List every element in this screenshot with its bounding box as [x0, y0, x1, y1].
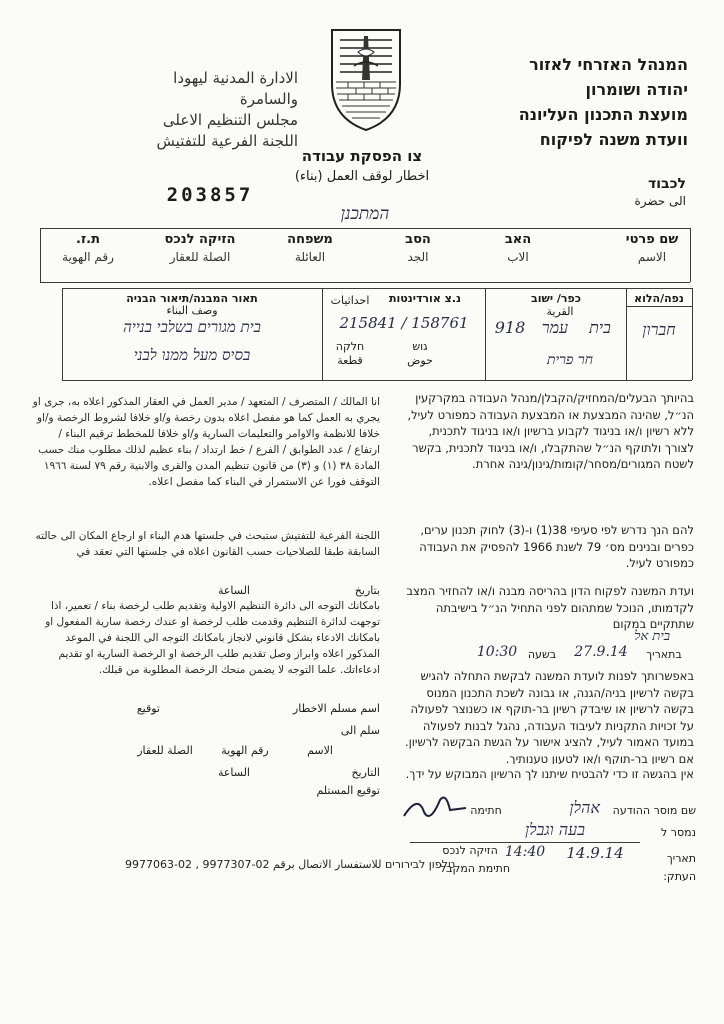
document-number: 203857 — [166, 184, 254, 206]
location-divider — [626, 306, 692, 307]
col-id-ar: رقم الهوية — [62, 250, 114, 264]
recipient-sig-label-ar: توقيع المستلم — [316, 784, 380, 797]
village-value: בית — [589, 318, 611, 337]
col-relation-ar: الصلة للعقار — [169, 250, 231, 264]
legal-basis-paragraph-he: להם הנך נדרש לפי סעיפי 38(1) ו-(3) לחוק תכנון ערים, כפרים ובנינים מס׳ 79 לשנת 1966 להפסיק את העבודה כמפורט לעיל. — [419, 523, 694, 570]
table-border-top — [40, 228, 690, 229]
addressee-label-hebrew: לכבוד — [648, 176, 686, 192]
document-title-hebrew: צו הפסקת עבודה — [301, 147, 423, 165]
rights-paragraph-ar: بامكانك التوجه الى دائرة التنظيم الاولية وتقديم طلب لرخصة بناء / تعمير، اذا توجهت لدائرة التنظيم وقدمت طلب لرخصة او عندك رخصة سارية المفعول او بامكانك الادعاء بشكل قانوني لانجاز بامكانك التوجه الى اللجنة في الموعد المذكور اعلاه وابراز وصل تقديم طلب الرخصة او الرخصة السارية او تقديم ادعاءاتك. علما التوجه لا يضمن منحك الرخصة المطلوبة من قبلك. — [45, 600, 380, 676]
coords-label-ar: احداثيات — [330, 294, 370, 307]
coords-label: נ.צ אורדינטות — [388, 292, 462, 305]
coat-of-arms-emblem — [326, 22, 406, 134]
meeting-place: בית אל — [634, 629, 670, 644]
sign-time-label-ar: الساعة — [217, 766, 250, 779]
col-first-name-ar: الاسم — [637, 250, 667, 264]
village-code: חר פרית — [546, 352, 594, 368]
addressee-label-arabic: الى حضرة — [634, 194, 686, 208]
col-relation-he: הזיקה לנכס — [164, 232, 236, 247]
issuer-header-arabic — [58, 68, 298, 152]
village-label: כפר/ ישוב — [531, 292, 581, 305]
relation-label: הזיקה לנכס — [442, 844, 498, 857]
location-border-bottom — [62, 380, 692, 381]
issuer-header-hebrew — [428, 52, 688, 152]
coords-value: 215841 / 158761 — [339, 314, 469, 332]
header-ar-line: اللجنة الفرعية للتفتيش — [156, 132, 298, 150]
note-paragraph-he: אין בהגשה זו כדי להבטיח שיתנו לך הרשיון המבוקש על ידך. — [405, 767, 694, 781]
col-family-ar: العائلة — [294, 250, 326, 264]
recipient-value: בעה וגבלן — [525, 820, 585, 839]
col-grandfather-ar: الجد — [407, 250, 429, 264]
sign-col-name-ar: الاسم — [307, 744, 333, 757]
issuer-label: שם מוסר ההודעה — [612, 804, 696, 817]
district-value: חברון — [642, 320, 676, 339]
footer-phone: טלפון לבירורים للاستفسار الاتصال برقم 02-9977307 , 02-9977063 — [125, 858, 455, 871]
table-border-bottom — [40, 282, 690, 283]
gush-label-ar: حوض — [407, 354, 433, 367]
description-line: בית מגורים בשלבי בנייה — [123, 318, 261, 336]
col-father-he: האב — [504, 232, 532, 247]
location-divider — [485, 288, 486, 380]
violation-paragraph-he: בהיותך הבעלים/המחזיק/הקבלן/מנהל העבודה במקרקעין הנ״ל, שהינה המבצעת או המבצעת העבודה כמפורט לעיל, ללא רשיון ו/או בניגוד לקבוע ברשיון ו/או בניגוד לתכנית, לצורך ולתוקף הנ״ל שהתקבלו, ו/או בניגוד לתכנית, בקשר לשטח המגורים/מסחר/קומות/גינון/גינה אחרת. — [407, 391, 694, 471]
col-first-name-he: שם פרטי — [625, 232, 679, 247]
issuer-signature: אהלן — [569, 798, 600, 817]
issuer-sig-label: חתימה — [470, 804, 502, 817]
addressee-handwritten: המתכנן — [340, 204, 390, 224]
header-ar-line: والسامرة — [239, 90, 298, 108]
copy-label: העתק: — [663, 870, 696, 883]
rights-paragraph-he: באפשרותך לפנות לועדת המשנה לבקשת התחלה להגיש בקשה לרשיון בניה/הגנה, או גבונה לשכת התכנון המנוס בקשה לרשיון או שיבדק רשיון בר-תוקף או כשנוצר לפעולה על זכויות התקניות לעיבוד העבודה, נהגל לבנות לפעולה במועד האמור לעיל, להציג אישור על הגשת הבקשה לרשיון. אם רשיון בר-תוקף ו/או לטעון טענותיך. — [404, 669, 694, 764]
delivery-time: 14:40 — [504, 844, 546, 860]
header-he-line: המנהל האזרחי לאזור — [529, 55, 688, 74]
sign-date-label-ar: التاريخ — [351, 766, 380, 779]
description-label: תאור המבנה/תיאור הבניה — [126, 292, 258, 305]
meeting-paragraph-he: ועדת המשנה לפקוח הדון בהריסה מבנה ו/או להחזיר המצב לקדמותו, הנוכל שמתהום לפני התחיל הנ״ל בישיבתה שתתקיים במקום — [406, 584, 694, 631]
meeting-time-label: בשעה — [527, 648, 557, 661]
gush-label: גוש — [412, 340, 428, 353]
header-ar-line: الادارة المدنية ليهودا — [173, 69, 298, 87]
helka-label: חלקה — [335, 340, 365, 353]
header-he-line: וועדת משנה לפיקוח — [539, 130, 688, 149]
village-value-number: 918 — [494, 318, 526, 337]
helka-label-ar: قطعة — [337, 354, 363, 367]
document-title-arabic: اخطار لوقف العمل (بناء) — [294, 169, 430, 184]
delivery-date: 14.9.14 — [566, 844, 624, 862]
recipient-sig-label: חתימת המקבל — [439, 862, 511, 875]
meeting-time: 10:30 — [476, 644, 518, 660]
violation-paragraph-ar: انا المالك / المتصرف / المتعهد / مدير العمل في العقار المذكور اعلاه به، جرى او يجري به العمل كما هو مفصل اعلاه بدون رخصة و/او خلافا لشروط الرخصة و/او خلافا للانظمة والاوامر والتعليمات السارية و/او خلافا للمخطط ترقيم البناء / ارتفاع / عدد الطوابق / الفرع / خط ارتداد / بناء عظيم لذلك مطلوب منك حسب المادة ٣٨ (١) و (٣) من قانون تنظيم المدن والقرى والابنية رقم ٧٩ لسنة ١٩٦٦ التوقف فورا عن الاستمرار في البناء كما مفصل اعلاه. — [32, 396, 380, 488]
district-label: נפה/הלוא — [634, 292, 684, 305]
meeting-paragraph-ar: اللجنة الفرعية للتفتيش ستبحث في جلستها هدم البناء او ارجاع المكان الى حالته السابقة طبقا للصلاحيات حسب القانون اعلاه في جلستها التي تعقد في — [35, 530, 380, 558]
date-label-ar: بتاريخ — [354, 584, 380, 597]
notifier-sig-label-ar: توقيع — [136, 702, 160, 715]
recipient-label: נמסר ל — [661, 826, 696, 839]
recipient-underline — [410, 842, 640, 843]
header-ar-line: مجلس التنظيم الاعلى — [162, 111, 298, 129]
description-line: בסיס מעל ממנו לבני — [133, 346, 251, 364]
col-family-he: משפחה — [287, 232, 333, 247]
table-border-left — [40, 228, 41, 282]
meeting-date: 27.9.14 — [574, 644, 628, 660]
village-label-ar: القرية — [546, 305, 574, 318]
location-divider — [322, 288, 323, 380]
delivered-to-label-ar: سلم الى — [340, 724, 380, 737]
col-id-he: ת.ז. — [76, 232, 100, 247]
header-he-line: יהודה ושומרון — [585, 80, 688, 99]
col-father-ar: الاب — [507, 250, 529, 264]
location-border-right — [692, 288, 693, 380]
location-divider — [626, 288, 627, 380]
meeting-date-label: בתאריך — [646, 648, 682, 661]
location-border-left — [62, 288, 63, 380]
delivery-date-label: תאריך — [666, 852, 696, 865]
notifier-name-label-ar: اسم مسلم الاخطار — [292, 702, 380, 715]
location-border-top — [62, 288, 692, 289]
header-he-line: מועצת התכנון העליונה — [518, 105, 688, 124]
sign-col-id-ar: رقم الهوية — [221, 744, 269, 757]
sign-col-relation-ar: الصلة للعقار — [137, 744, 193, 757]
time-label-ar: الساعة — [217, 584, 250, 597]
village-value: עמר — [541, 318, 569, 337]
description-label-ar: وصف البناء — [166, 304, 218, 317]
issuer-signature-scribble-icon — [400, 790, 470, 824]
col-grandfather-he: הסב — [405, 232, 431, 247]
